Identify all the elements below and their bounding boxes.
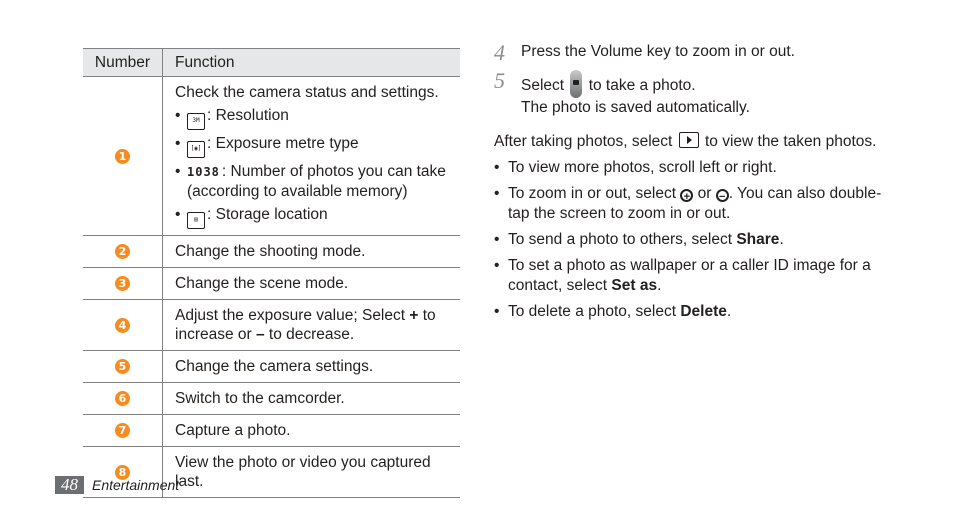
storage-icon: ▤ bbox=[187, 212, 205, 229]
table-row bbox=[83, 415, 460, 447]
table-row bbox=[83, 351, 460, 383]
delete-label: Delete bbox=[680, 303, 727, 320]
exposure-metre-icon: [◉] bbox=[187, 141, 205, 158]
share-label: Share bbox=[736, 231, 780, 248]
bullet-text: : Number of photos you can take (according to available memory) bbox=[187, 163, 446, 200]
tip-item: • To delete a photo, select Delete. bbox=[494, 303, 732, 320]
page-number: 48 bbox=[55, 476, 84, 494]
section-title: Entertainment bbox=[92, 477, 180, 493]
bullet-text: : Storage location bbox=[207, 206, 328, 223]
step-number: 4 bbox=[494, 40, 505, 65]
step-item bbox=[494, 42, 894, 64]
row-text: Change the shooting mode. bbox=[175, 243, 366, 260]
zoom-in-icon: + bbox=[680, 189, 693, 202]
photo-counter-icon: 1038 bbox=[187, 165, 220, 179]
tip-item: • To send a photo to others, select Share. bbox=[494, 231, 784, 248]
tip-text: To view more photos, scroll left or right. bbox=[508, 159, 777, 176]
number-badge: 7 bbox=[115, 423, 130, 438]
bullet-text: : Exposure metre type bbox=[207, 135, 359, 152]
tip-item: • To zoom in or out, select + or − . You can also double-tap the screen to zoom in or out. bbox=[494, 185, 882, 222]
instructions bbox=[494, 42, 894, 322]
row-text: Adjust the exposure value; Select + to increase or – to decrease. bbox=[175, 307, 436, 343]
zoom-out-icon: − bbox=[716, 189, 729, 202]
list-item: • [◉] : Exposure metre type bbox=[175, 134, 460, 158]
number-badge: 2 bbox=[115, 244, 130, 259]
set-as-label: Set as bbox=[611, 277, 658, 294]
step-text: Select bbox=[521, 77, 569, 94]
row-text: View the photo or video you captured last. bbox=[175, 454, 431, 490]
tip-item: • To set a photo as wallpaper or a caller ID image for a contact, select Set as. bbox=[494, 257, 871, 294]
after-text: After taking photos, select to view the taken photos. bbox=[494, 133, 877, 150]
camera-shutter-icon bbox=[570, 70, 582, 98]
row-text: Check the camera status and settings. bbox=[175, 84, 439, 101]
header-function: Function bbox=[175, 53, 235, 71]
step-item bbox=[494, 70, 894, 118]
bullet-text: : Resolution bbox=[207, 107, 289, 124]
tip-item: • To view more photos, scroll left or right. bbox=[494, 159, 777, 176]
resolution-icon: 3M bbox=[187, 113, 205, 130]
step-text: Press the Volume key to zoom in or out. bbox=[521, 43, 795, 60]
view-photos-icon bbox=[679, 132, 699, 148]
number-badge: 6 bbox=[115, 391, 130, 406]
header-number: Number bbox=[83, 49, 163, 76]
table-row bbox=[83, 268, 460, 300]
step-subtext: The photo is saved automatically. bbox=[521, 99, 750, 116]
row-text: Change the camera settings. bbox=[175, 358, 374, 375]
row-text: Capture a photo. bbox=[175, 422, 291, 439]
plus-symbol: + bbox=[409, 307, 419, 324]
list-item: • 1038 : Number of photos you can take (according to available memory) bbox=[175, 163, 446, 200]
number-badge: 3 bbox=[115, 276, 130, 291]
list-item: • ▤ : Storage location bbox=[175, 205, 460, 229]
list-item: • 3M : Resolution bbox=[175, 106, 460, 130]
table-header bbox=[83, 48, 460, 77]
table-row bbox=[83, 300, 460, 351]
number-badge: 8 bbox=[115, 465, 130, 480]
table-row bbox=[83, 236, 460, 268]
step-number: 5 bbox=[494, 68, 505, 93]
number-badge: 5 bbox=[115, 359, 130, 374]
table-row bbox=[83, 383, 460, 415]
number-badge: 4 bbox=[115, 318, 130, 333]
minus-symbol: – bbox=[255, 326, 265, 343]
number-badge: 1 bbox=[115, 149, 130, 164]
row-text: Change the scene mode. bbox=[175, 275, 349, 292]
row-text: Switch to the camcorder. bbox=[175, 390, 345, 407]
function-table bbox=[83, 48, 460, 498]
step-text: to take a photo. bbox=[584, 77, 696, 94]
page-footer bbox=[55, 476, 179, 494]
table-row bbox=[83, 77, 460, 236]
